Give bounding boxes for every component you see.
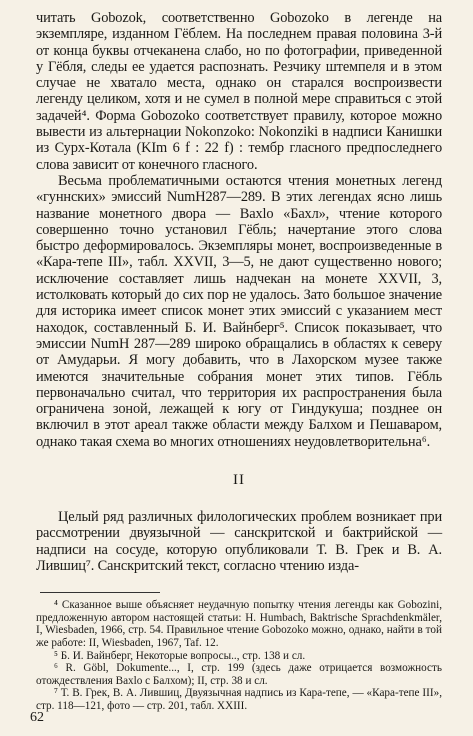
- paragraph-3: Целый ряд различных филологических проблем возникает при рассмотрении двуязычной — санскритской и бактрийской — надписи на сосуде, которую опубликовали Т. В. Грек и В. А. Лившиц⁷. Санскритский текст, согласно чтению изда-: [36, 509, 442, 574]
- footnote-divider: [40, 592, 160, 593]
- footnote-5: ⁵ Б. И. Вайнберг, Некоторые вопросы.., стр. 138 и сл.: [54, 649, 306, 662]
- footnote-4: ⁴ Сказанное выше объясняет неудачную попытку чтения легенды как Gobozini, предложенную автором настоящей статьи: H. Humbach, Baktrische Sprachdenkmäler, I, Wiesbaden, 1966, стр. 54. Правильное чтение Gobozoko можно, однако, найти в той же работе: II, Wiesbaden, 1967, Taf. 12.: [36, 599, 442, 649]
- footnote-7: ⁷ Т. В. Грек, В. А. Лившиц, Двуязычная надпись из Кара-тепе, — «Кара-тепе III», стр. 118—121, фото — стр. 201, табл. XXIII.: [36, 687, 442, 712]
- paragraph-2: Весьма проблематичными остаются чтения монетных легенд «гуннских» эмиссий NumH287—289. В этих легендах ясно лишь название монетного двора — Baxlo «Бахл», чтение которого совершенно точно установил Гёбль; начертание этого слова быстро деформировалось. Экземпляры монет, воспроизведенные в «Кара-тепе III», табл. XXVII, 3—5, не дают существенно нового; исключение составляет лишь надчекан на монете XXVII, 3, истолковать который до сих пор не удалось. Зато большое значение для историка имеет список монет этих эмиссий с указанием мест находок, составленный Б. И. Вайнберг⁵. Список показывает, что эмиссии NumH 287—289 широко обращались в областях к северу от Амударьи. Я могу добавить, что в Лахорском музее также имеются значительные собрания монет этих типов. Гёбль первоначально считал, что территория их распространения была ограничена зоной, лежащей к югу от Гиндукуша; позднее он включил в этот ареал также области между Балхом и Пешаваром, однако такая схема во многих отношениях неудовлетворительна⁶.: [36, 172, 442, 450]
- section-number: II: [233, 472, 245, 489]
- page-body: [36, 10, 442, 713]
- paragraph-1: читать Gobozok, соответственно Gobozoko в легенде на экземпляре, изданном Гёблем. На последнем правая половина 3-й от конца буквы отчеканена слабо, но по фотографии, приведенной у Гёбля, следы ее удается распознать. Резчику штемпеля и в этом случае не хватало места, однако он старался воспроизвести легенду целиком, хотя и не сумел в полной мере справиться с этой задачей⁴. Форма Gobozoko соответствует правилу, которое можно вывести из альтернации Nokonzoko: Nokonziki в надписи Канишки из Сурх-Котала (KIm 6 f : 22 f) : тембр гласного предпоследнего слова зависит от конечного гласного.: [36, 10, 442, 173]
- footnote-6: ⁶ R. Göbl, Dokumente..., I, стр. 199 (здесь даже отрицается возможность отождествления Baxlo с Балхом); II, стр. 38 и сл.: [36, 662, 442, 687]
- page-number: 62: [30, 710, 44, 725]
